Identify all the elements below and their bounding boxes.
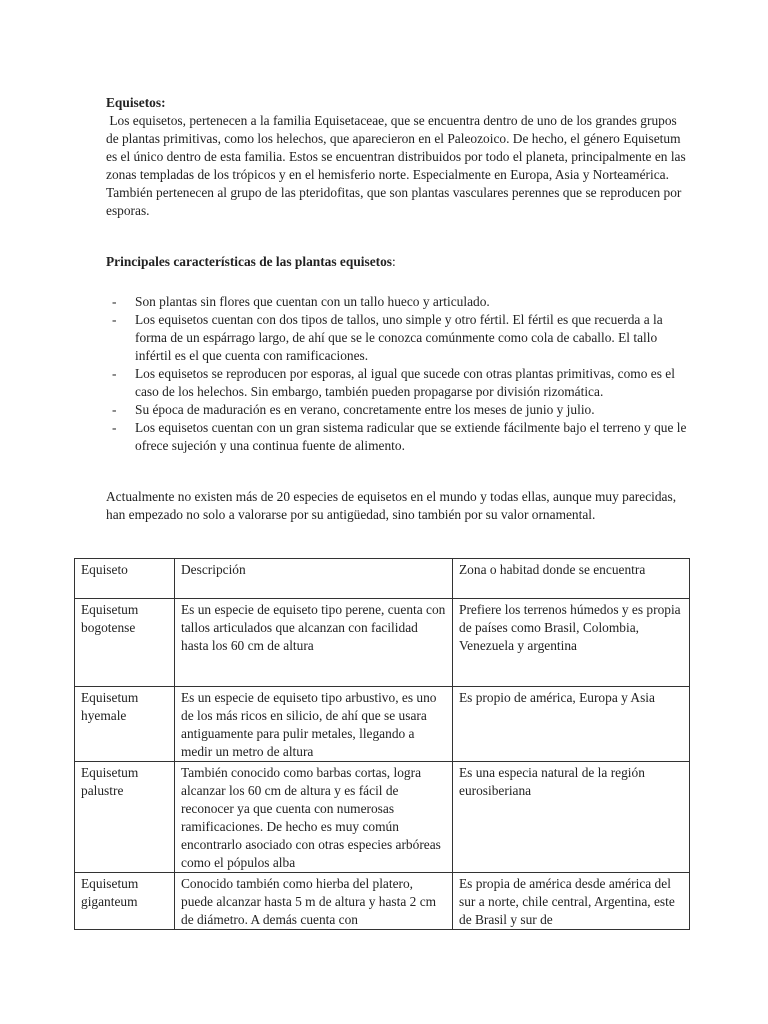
cell-species-name: Equisetum giganteum (75, 873, 175, 930)
list-item (108, 419, 688, 455)
intro-section (106, 94, 690, 220)
characteristics-list (108, 293, 688, 455)
cell-species-name: Equisetum hyemale (75, 687, 175, 762)
characteristics-heading: Principales características de las plantas equisetos (106, 254, 393, 269)
table-header-row (75, 559, 690, 599)
header-cell-species: Equiseto (75, 559, 175, 599)
cell-habitat: Es propia de américa desde américa del sur a norte, chile central, Argentina, este de Brasil y sur de (453, 873, 690, 930)
cell-description: Es un especie de equiseto tipo arbustivo, es uno de los más ricos en silicio, de ahí que se usara antiguamente para pulir metales, llegando a medir un metro de altura (175, 687, 453, 762)
list-item-text: Los equisetos se reproducen por esporas, al igual que sucede con otras plantas primitivas, como es el caso de los helechos. Sin embargo, también pueden propagarse por división rizomática. (135, 366, 675, 399)
list-item-text: Los equisetos cuentan con un gran sistema radicular que se extiende fácilmente bajo el terreno y que le ofrece sujeción y una continua fuente de alimento. (135, 420, 687, 453)
table-row (75, 873, 690, 930)
second-paragraph: También pertenecen al grupo de las pteridofitas, que son plantas vasculares perennes que se reproducen por esporas. (106, 185, 682, 218)
cell-habitat: Es propio de américa, Europa y Asia (453, 687, 690, 762)
list-item (108, 401, 688, 419)
species-table (74, 558, 690, 930)
list-item (108, 311, 688, 365)
header-cell-description: Descripción (175, 559, 453, 599)
cell-habitat: Es una especia natural de la región eurosiberiana (453, 762, 690, 873)
characteristics-heading-colon: : (392, 254, 396, 269)
cell-species-name: Equisetum bogotense (75, 599, 175, 687)
list-item-text: Son plantas sin flores que cuentan con un tallo hueco y articulado. (135, 294, 490, 309)
bullet-dash: - (112, 312, 117, 327)
bullet-dash: - (112, 420, 117, 435)
characteristics-heading-line (106, 253, 686, 271)
closing-paragraph: Actualmente no existen más de 20 especies de equisetos en el mundo y todas ellas, aunque muy parecidas, han empezado no solo a valorarse por su antigüedad, sino también por su valor ornamental. (106, 489, 677, 522)
intro-paragraph: Los equisetos, pertenecen a la familia Equisetaceae, que se encuentra dentro de uno de los grandes grupos de plantas primitivas, como los helechos, que aparecieron en el Paleozoico. De hecho, el género Equisetum es el único dentro de esta familia. Estos se encuentran distribuidos por todo el planeta, principalmente en las zonas templadas de los trópicos y en el hemisferio norte. Especialmente en Europa, Asia y Norteamérica. (106, 113, 690, 182)
document-title: Equisetos: (106, 95, 166, 110)
cell-description: Es un especie de equiseto tipo perene, cuenta con tallos articulados que alcanzan con facilidad hasta los 60 cm de altura (175, 599, 453, 687)
header-cell-habitat: Zona o habitad donde se encuentra (453, 559, 690, 599)
list-item (108, 365, 688, 401)
list-item-text: Su época de maduración es en verano, concretamente entre los meses de junio y julio. (135, 402, 595, 417)
table-row (75, 687, 690, 762)
list-item (108, 293, 688, 311)
cell-habitat: Prefiere los terrenos húmedos y es propia de países como Brasil, Colombia, Venezuela y argentina (453, 599, 690, 687)
bullet-dash: - (112, 294, 117, 309)
bullet-dash: - (112, 366, 117, 381)
table-row (75, 599, 690, 687)
list-item-text: Los equisetos cuentan con dos tipos de tallos, uno simple y otro fértil. El fértil es que recuerda a la forma de un espárrago largo, de ahí que se le conozca comúnmente como cola de caballo. El tallo infértil es el que cuenta con ramificaciones. (135, 312, 663, 363)
bullet-dash: - (112, 402, 117, 417)
cell-species-name: Equisetum palustre (75, 762, 175, 873)
table-row (75, 762, 690, 873)
cell-description: También conocido como barbas cortas, logra alcanzar los 60 cm de altura y es fácil de reconocer ya que cuenta con numerosas ramificaciones. De hecho es muy común encontrarlo asociado con otras especies arbóreas como el pópulos alba (175, 762, 453, 873)
cell-description: Conocido también como hierba del platero, puede alcanzar hasta 5 m de altura y hasta 2 cm de diámetro. A demás cuenta con (175, 873, 453, 930)
